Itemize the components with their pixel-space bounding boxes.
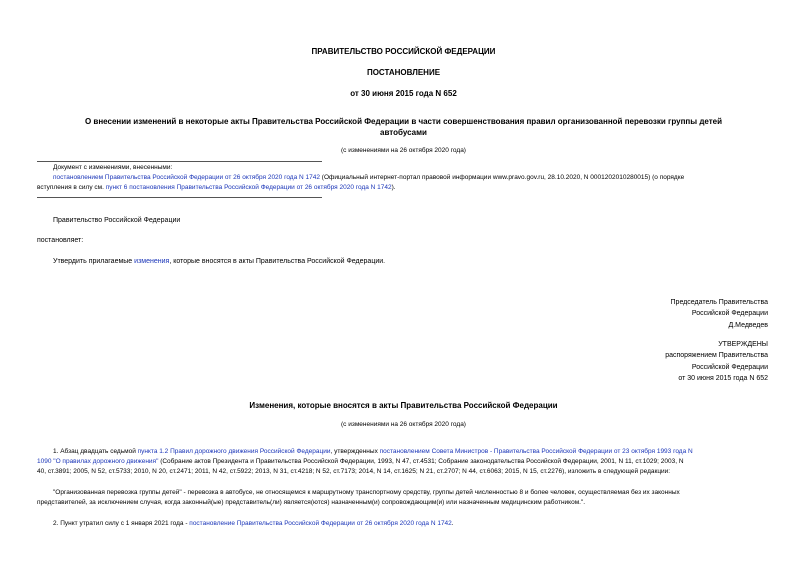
- p1-text3: , утвержденных: [330, 448, 380, 455]
- resolution-1090-link[interactable]: 1090 "О правилах дорожного движения": [37, 458, 159, 465]
- changes-note-text1: (Официальный интернет-портал правовой информации www.pravo.gov.ru, 28.10.2020, N 0001202010280015) (о порядке: [319, 174, 685, 181]
- paragraph1-line3: 40, ст.3891; 2005, N 52, ст.5733; 2010, N 20, ст.2471; 2011, N 42, ст.5922; 2013, N 31, ст.4218; N 52, ст.7173; 2014, N 14, ст.1625; N 21, ст.2707; N 44, ст.6063; 2015, N 15, ст.2276), изложить в следующей редакции:: [37, 468, 671, 475]
- doc-type-heading: ПОСТАНОВЛЕНИЕ: [366, 68, 441, 77]
- date-number-heading: от 30 июня 2015 года N 652: [350, 89, 457, 98]
- document-title-line1: О внесении изменений в некоторые акты Правительства Российской Федерации в части совершенствования правил организованной перевозки группы детей: [84, 117, 723, 126]
- quote-line2: представителей, за исключением случая, когда законный(ые) представитель(ли) является(ются) назначенным(и) сопровождающим(и) или назначенным медицинским работником.".: [37, 499, 586, 506]
- government-heading: ПРАВИТЕЛЬСТВО РОССИЙСКОЙ ФЕДЕРАЦИИ: [311, 47, 496, 56]
- changes-note-line2: [37, 184, 396, 193]
- changes-edition-note: (с изменениями на 26 октября 2020 года): [341, 421, 466, 428]
- changes-note-line1: [53, 174, 783, 183]
- changes-note-text3: ).: [391, 184, 396, 191]
- changes-title: Изменения, которые вносятся в акты Правительства Российской Федерации: [249, 401, 558, 410]
- signature-name: Д.Медведев: [728, 321, 768, 329]
- p1-text1: 1. Абзац двадцать седьмой: [53, 448, 138, 455]
- clause-1-2-link[interactable]: пункта 1.2: [137, 448, 169, 455]
- divider-bottom: [37, 197, 322, 198]
- approve-text-after: , которые вносятся в акты Правительства Российской Федерации.: [169, 258, 386, 265]
- paragraph2: [53, 520, 454, 529]
- resolves-label: постановляет:: [37, 237, 84, 244]
- approved-line4: от 30 июня 2015 года N 652: [678, 375, 768, 383]
- p1-text4: (Собрание актов Президента и Правительства Российской Федерации, 1993, N 47, ст.4531; Собрание законодательства Российской Федерации, 2001, N 11, ст.1029; 2003, N: [158, 458, 684, 465]
- signature-line2: Российской Федерации: [691, 310, 768, 318]
- p2-text2: .: [451, 520, 454, 527]
- approve-paragraph: [53, 257, 385, 266]
- repeal-resolution-link[interactable]: постановление Правительства Российской Федерации от 26 октября 2020 года N 1742: [189, 520, 452, 527]
- approved-line2: распоряжением Правительства: [665, 352, 768, 360]
- approved-line3: Российской Федерации: [691, 363, 768, 371]
- paragraph1-line2: [37, 458, 684, 467]
- changes-note-text2: вступления в силу см.: [37, 184, 106, 191]
- document-title-line2: автобусами: [380, 128, 427, 137]
- approved-line1: УТВЕРЖДЕНЫ: [718, 341, 768, 348]
- traffic-rules-link[interactable]: Правил дорожного движения Российской Федерации: [170, 448, 331, 455]
- council-resolution-link[interactable]: постановлением Совета Министров - Правительства Российской Федерации от 23 октября 1993 года N: [379, 448, 693, 455]
- signature-block: [671, 298, 768, 330]
- paragraph1-line1: [53, 448, 693, 457]
- approved-block: [665, 340, 768, 384]
- quote-line1: "Организованная перевозка группы детей" - перевозка в автобусе, не относящемся к маршрутному транспортному средству, группы детей численностью 8 и более человек, осуществляемая без их законных: [53, 489, 680, 496]
- divider-top: [37, 161, 322, 162]
- approve-text-before: Утвердить прилагаемые: [53, 258, 135, 265]
- effective-date-link[interactable]: пункт 6 постановления Правительства Российской Федерации от 26 октября 2020 года N 1742: [105, 184, 392, 191]
- p2-text1: 2. Пункт утратил силу с 1 января 2021 года -: [53, 520, 190, 527]
- government-subject: Правительство Российской Федерации: [53, 217, 181, 224]
- edition-note: (с изменениями на 26 октября 2020 года): [341, 147, 466, 154]
- signature-line1: Председатель Правительства: [670, 299, 768, 306]
- amendment-link[interactable]: постановлением Правительства Российской Федерации от 26 октября 2020 года N 1742: [53, 174, 320, 181]
- changes-intro: Документ с изменениями, внесенными:: [53, 164, 173, 171]
- changes-link[interactable]: изменения: [134, 258, 170, 265]
